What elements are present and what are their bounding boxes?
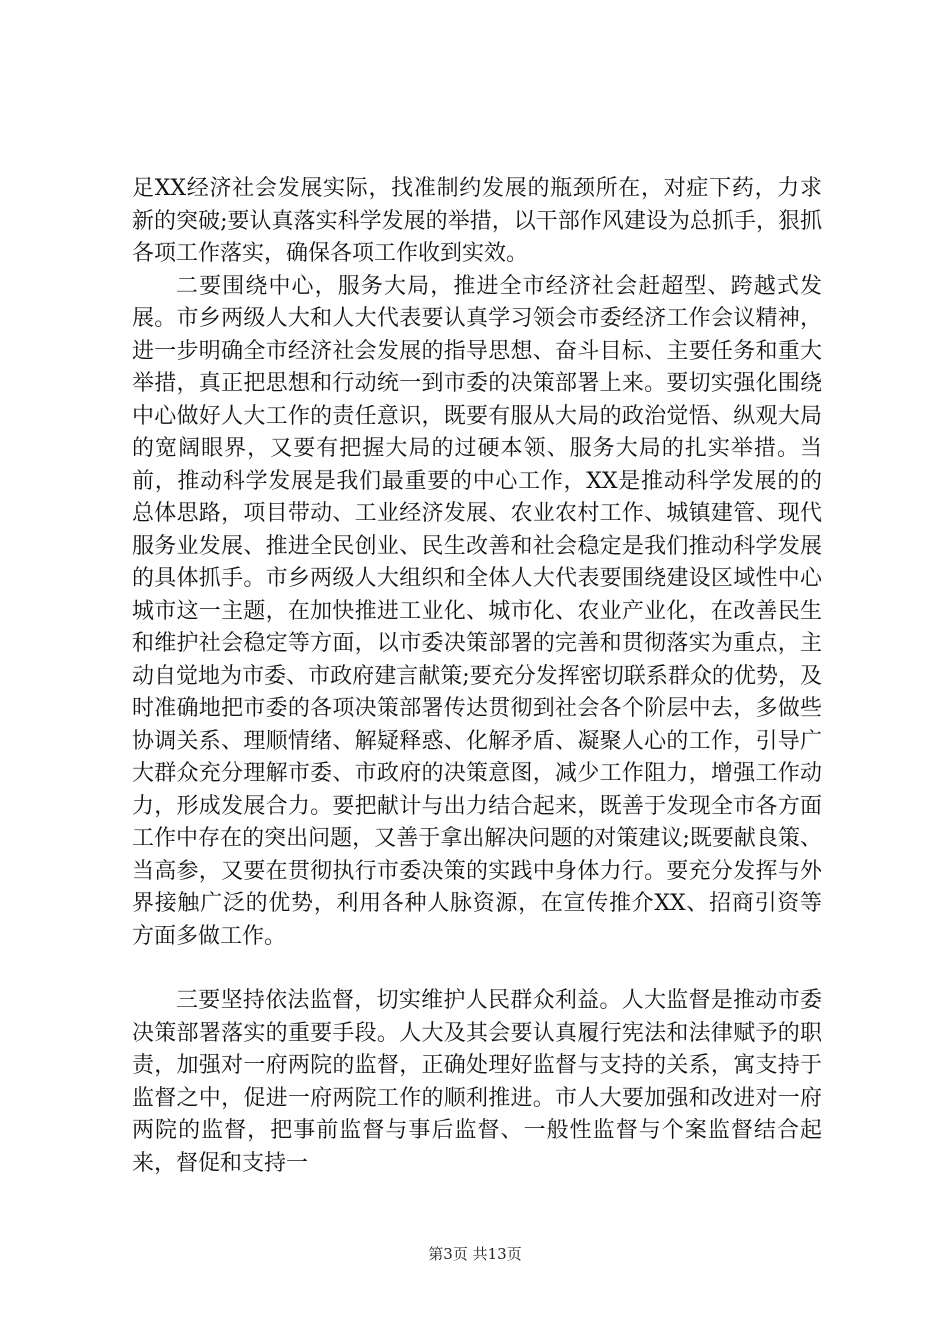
paragraph-continuation: 足XX经济社会发展实际，找准制约发展的瓶颈所在，对症下药，力求新的突破;要认真落实科学发展的举措，以干部作风建设为总抓手，狠抓各项工作落实，确保各项工作收到实效。 bbox=[132, 176, 822, 266]
body-text bbox=[132, 173, 822, 1180]
paragraph-3: 三要坚持依法监督，切实维护人民群众利益。人大监督是推动市委决策部署落实的重要手段。人大及其会要认真履行宪法和法律赋予的职责，加强对一府两院的监督，正确处理好监督与支持的关系，寓支持于监督之中，促进一府两院工作的顺利推进。市人大要加强和改进对一府两院的监督，把事前监督与事后监督、一般性监督与个案监督结合起来，督促和支持一 bbox=[132, 988, 822, 1176]
page-number: 第3页 共13页 bbox=[428, 1245, 522, 1263]
paragraph-2: 二要围绕中心，服务大局，推进全市经济社会赶超型、跨越式发展。市乡两级人大和人大代表要认真学习领会市委经济工作会议精神，进一步明确全市经济社会发展的指导思想、奋斗目标、主要任务和重大举措，真正把思想和行动统一到市委的决策部署上来。要切实强化围绕中心做好人大工作的责任意识，既要有服从大局的政治觉悟、纵观大局的宽阔眼界，又要有把握大局的过硬本领、服务大局的扎实举措。当前，推动科学发展是我们最重要的中心工作，XX是推动科学发展的的总体思路，项目带动、工业经济发展、农业农村工作、城镇建管、现代服务业发展、推进全民创业、民生改善和社会稳定是我们推动科学发展的具体抓手。市乡两级人大组织和全体人大代表要围绕建设区域性中心城市这一主题，在加快推进工业化、城市化、农业产业化，在改善民生和维护社会稳定等方面，以市委决策部署的完善和贯彻落实为重点，主动自觉地为市委、市政府建言献策;要充分发挥密切联系群众的优势，及时准确地把市委的各项决策部署传达贯彻到社会各个阶层中去，多做些协调关系、理顺情绪、解疑释惑、化解矛盾、凝聚人心的工作，引导广大群众充分理解市委、市政府的决策意图，减少工作阻力，增强工作动力，形成发展合力。要把献计与出力结合起来，既善于发现全市各方面工作中存在的突出问题，又善于拿出解决问题的对策建议;既要献良策、当高参，又要在贯彻执行市委决策的实践中身体力行。要充分发挥与外界接触广泛的优势，利用各种人脉资源，在宣传推介XX、招商引资等方面多做工作。 bbox=[132, 273, 822, 949]
